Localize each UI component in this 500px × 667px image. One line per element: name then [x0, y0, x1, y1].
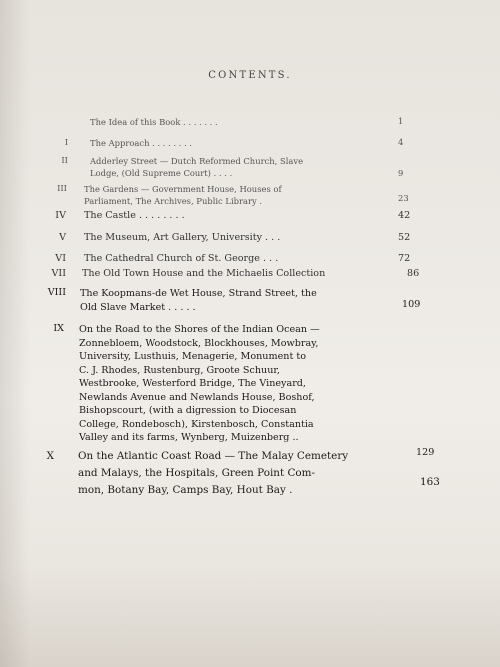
chapter-number: VII: [51, 268, 66, 279]
page-number: 86: [407, 268, 420, 279]
chapter-title: The Koopmans-de Wet House, Strand Street, the Old Slave Market . . . . .: [80, 288, 317, 313]
page-number: 42: [398, 210, 411, 221]
page-number: 163: [420, 476, 440, 488]
chapter-number: IV: [55, 210, 66, 221]
page-number: 72: [398, 253, 411, 264]
page-number: 129: [416, 447, 435, 458]
chapter-number: VIII: [47, 287, 66, 298]
chapter-title: The Idea of this Book . . . . . . .: [90, 117, 218, 127]
chapter-title: The Cathedral Church of St. George . . .: [84, 253, 279, 264]
chapter-title: The Castle . . . . . . . .: [84, 210, 185, 221]
chapter-title: The Museum, Art Gallery, University . . .: [84, 232, 281, 243]
chapter-number: IX: [53, 323, 64, 334]
chapter-number: VI: [55, 253, 66, 264]
chapter-title: On the Road to the Shores of the Indian Ocean — Zonnebloem, Woodstock, Blockhouses, Mowbray, University, Lusthuis, Menagerie, Monument to C. J. Rhodes, Rustenburg, Groote Schuur, Westbrooke, Westerford Bridge, The Vineyard, Newlands Avenue and Newlands House, Boshof, Bishopscourt, (with a digression to Diocesan College, Rondebosch), Kirstenbosch, Constantia Valley and its farms, Wynberg, Muizenberg ..: [79, 324, 320, 443]
page-number: 52: [398, 232, 411, 243]
page-shadow: [0, 0, 30, 667]
chapter-number: III: [57, 183, 67, 193]
chapter-title: On the Atlantic Coast Road — The Malay Cemetery and Malays, the Hospitals, Green Point Com- mon, Botany Bay, Camps Bay, Hout Bay .: [78, 450, 349, 496]
chapter-title: Adderley Street — Dutch Reformed Church, Slave Lodge, (Old Supreme Court) . . . .: [90, 156, 304, 178]
chapter-number: I: [64, 137, 68, 147]
chapter-title: The Approach . . . . . . . .: [90, 138, 193, 148]
chapter-title: The Old Town House and the Michaelis Collection: [82, 268, 326, 279]
chapter-title: The Gardens — Government House, Houses of Parliament, The Archives, Public Library .: [84, 184, 282, 206]
page-number: 109: [402, 299, 421, 310]
page-number: 9: [398, 168, 404, 178]
page-number: 4: [398, 137, 404, 147]
page-number: 23: [398, 193, 409, 203]
chapter-number: V: [59, 232, 66, 243]
chapter-number: X: [46, 450, 54, 462]
page-number: 1: [398, 116, 404, 126]
chapter-number: II: [61, 155, 68, 165]
page-title: CONTENTS.: [208, 70, 292, 81]
